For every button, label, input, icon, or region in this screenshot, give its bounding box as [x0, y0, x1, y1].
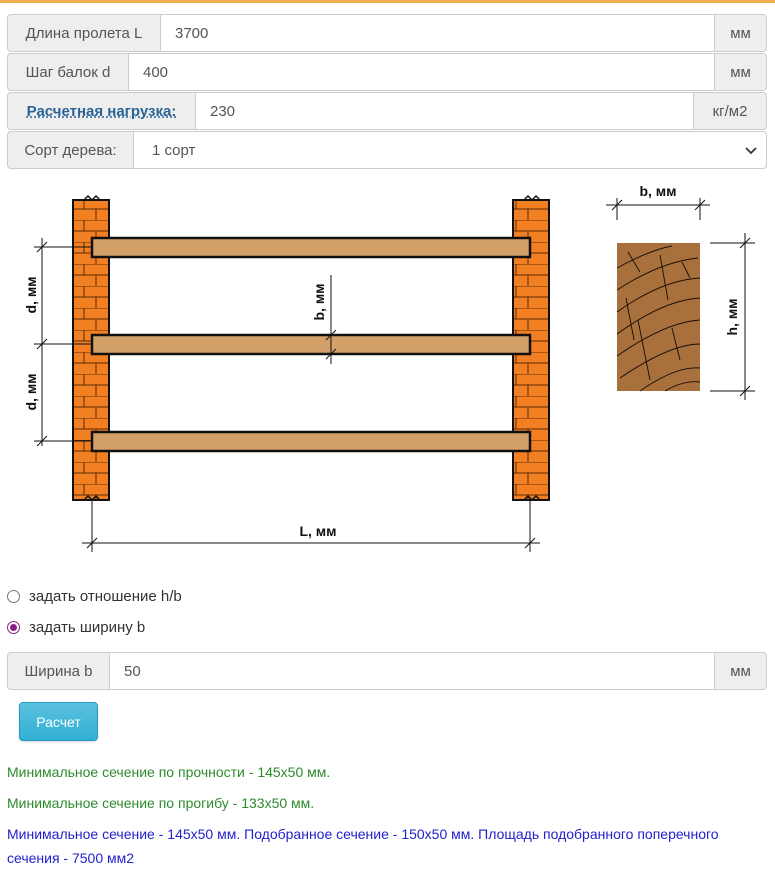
beam-step-input[interactable]: 400: [128, 53, 715, 91]
h-label-section: h, мм: [724, 298, 740, 336]
load-label[interactable]: [7, 92, 195, 130]
beam-step-unit: мм: [715, 53, 767, 91]
result-final: Минимальное сечение - 145x50 мм. Подобранное сечение - 150x50 мм. Площадь подобранного поперечного сечения - 7500 мм2: [7, 826, 719, 866]
b-label-middle: b, мм: [311, 283, 327, 321]
width-unit: мм: [715, 652, 767, 690]
load-unit: кг/м2: [694, 92, 767, 130]
wood-grade-group: [7, 131, 767, 169]
width-label: Ширина b: [7, 652, 109, 690]
width-group: [7, 652, 767, 690]
beams-plan-diagram: [0, 180, 775, 560]
span-length-unit: мм: [715, 14, 767, 52]
load-group: [7, 92, 767, 130]
beam-step-label: Шаг балок d: [7, 53, 128, 91]
result-deflection: Минимальное сечение по прогибу - 133x50 мм.: [7, 795, 315, 811]
chevron-down-icon: [744, 143, 758, 157]
top-accent-line: [0, 0, 775, 3]
span-length-input[interactable]: 3700: [160, 14, 715, 52]
radio-ratio-circle[interactable]: [7, 590, 20, 603]
width-input[interactable]: 50: [109, 652, 715, 690]
d-label-top: d, мм: [23, 276, 39, 314]
beam-step-group: [7, 53, 767, 91]
d-label-bottom: d, мм: [23, 373, 39, 411]
beam-cross-section: [617, 243, 700, 391]
load-input[interactable]: 230: [195, 92, 694, 130]
radio-width-label: задать ширину b: [29, 619, 146, 636]
beam-middle: [92, 335, 530, 354]
radio-option-ratio[interactable]: [7, 588, 182, 605]
wood-grade-label: Сорт дерева:: [7, 131, 133, 169]
result-strength: Минимальное сечение по прочности - 145x50 мм.: [7, 764, 331, 780]
load-label-link[interactable]: Расчетная нагрузка:: [26, 102, 177, 120]
wood-grade-value: 1 сорт: [152, 141, 196, 159]
radio-option-width[interactable]: [7, 619, 145, 636]
span-length-label: Длина пролета L: [7, 14, 160, 52]
l-label: L, мм: [299, 523, 337, 539]
calculate-button[interactable]: Расчет: [19, 702, 98, 741]
b-dimension-section: [606, 198, 710, 220]
span-length-group: [7, 14, 767, 52]
radio-ratio-label: задать отношение h/b: [29, 588, 182, 605]
b-label-section: b, мм: [639, 183, 677, 199]
radio-width-circle[interactable]: [7, 621, 20, 634]
beam-top: [92, 238, 530, 257]
beam-bottom: [92, 432, 530, 451]
wood-grade-select[interactable]: [133, 131, 767, 169]
